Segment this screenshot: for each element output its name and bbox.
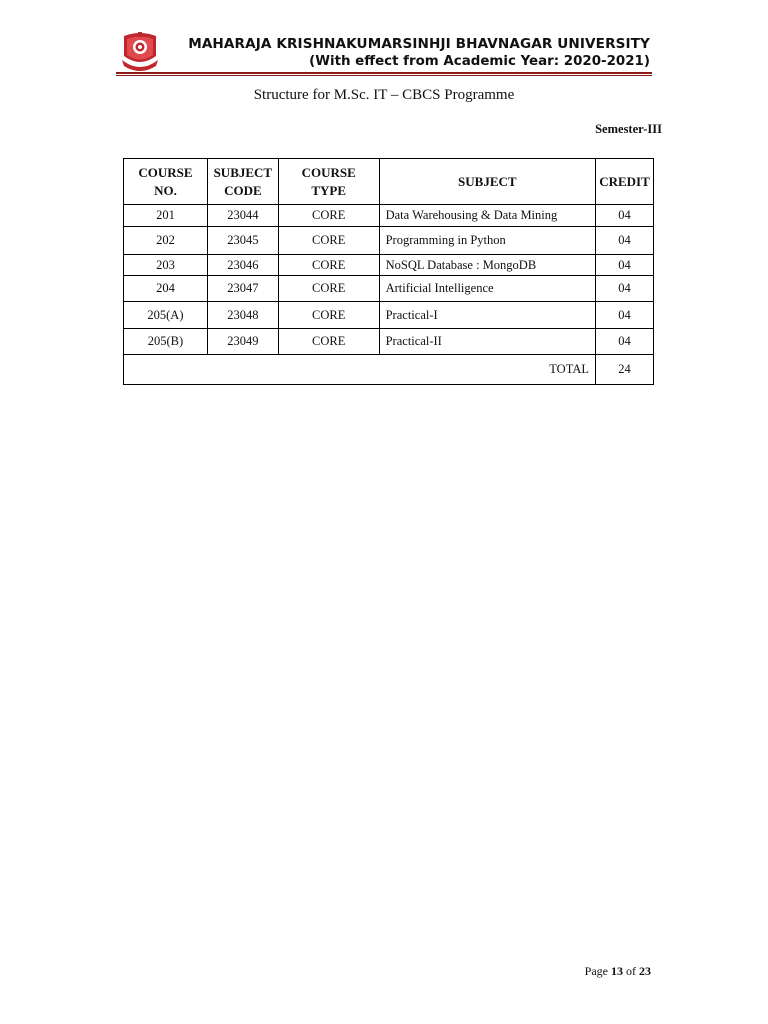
course-type-cell: CORE bbox=[278, 255, 379, 276]
credit-cell: 04 bbox=[596, 205, 654, 227]
table-row bbox=[124, 276, 654, 302]
table-header-row bbox=[124, 159, 654, 205]
page-total: 23 bbox=[639, 964, 651, 978]
page-footer bbox=[585, 964, 651, 979]
subject-code-cell: 23048 bbox=[207, 302, 278, 329]
course-no-cell: 203 bbox=[124, 255, 208, 276]
course-type-cell: CORE bbox=[278, 227, 379, 255]
effective-year: (With effect from Academic Year: 2020-2021) bbox=[309, 54, 650, 69]
header-course-type bbox=[278, 159, 379, 205]
subject-code-cell: 23045 bbox=[207, 227, 278, 255]
header-rule bbox=[116, 72, 652, 74]
course-type-cell: CORE bbox=[278, 276, 379, 302]
table-row bbox=[124, 255, 654, 276]
page-number: 13 bbox=[611, 964, 623, 978]
header-subject: SUBJECT bbox=[379, 159, 595, 205]
total-row bbox=[124, 355, 654, 385]
course-structure-table bbox=[123, 158, 654, 385]
subject-cell: NoSQL Database : MongoDB bbox=[379, 255, 595, 276]
course-no-cell: 201 bbox=[124, 205, 208, 227]
page-header bbox=[116, 30, 652, 74]
credit-cell: 04 bbox=[596, 329, 654, 355]
course-no-cell: 205(B) bbox=[124, 329, 208, 355]
subject-cell: Artificial Intelligence bbox=[379, 276, 595, 302]
header-course-no-line2: NO. bbox=[154, 182, 177, 198]
total-label: TOTAL bbox=[124, 355, 596, 385]
subject-code-cell: 23047 bbox=[207, 276, 278, 302]
subject-cell: Practical-I bbox=[379, 302, 595, 329]
university-name: MAHARAJA KRISHNAKUMARSINHJI BHAVNAGAR UNIVERSITY bbox=[188, 36, 650, 52]
header-credit: CREDIT bbox=[596, 159, 654, 205]
document-title: Structure for M.Sc. IT – CBCS Programme bbox=[253, 87, 515, 103]
credit-cell: 04 bbox=[596, 302, 654, 329]
course-type-cell: CORE bbox=[278, 205, 379, 227]
credit-cell: 04 bbox=[596, 255, 654, 276]
subject-cell: Data Warehousing & Data Mining bbox=[379, 205, 595, 227]
table-row bbox=[124, 302, 654, 329]
total-value: 24 bbox=[596, 355, 654, 385]
course-type-cell: CORE bbox=[278, 302, 379, 329]
course-type-cell: CORE bbox=[278, 329, 379, 355]
header-subject-code-line1: SUBJECT bbox=[213, 164, 273, 180]
course-no-cell: 202 bbox=[124, 227, 208, 255]
credit-cell: 04 bbox=[596, 276, 654, 302]
university-crest-icon bbox=[120, 30, 160, 72]
header-subject-code-line2: CODE bbox=[224, 182, 262, 198]
table-row bbox=[124, 205, 654, 227]
subject-cell: Programming in Python bbox=[379, 227, 595, 255]
subject-code-cell: 23046 bbox=[207, 255, 278, 276]
subject-code-cell: 23049 bbox=[207, 329, 278, 355]
page-word: Page bbox=[584, 964, 608, 978]
table-row bbox=[124, 227, 654, 255]
header-course-type-line1: COURSE bbox=[301, 164, 356, 180]
course-no-cell: 205(A) bbox=[124, 302, 208, 329]
semester-label: Semester-III bbox=[595, 122, 662, 136]
subject-cell: Practical-II bbox=[379, 329, 595, 355]
header-course-no bbox=[124, 159, 208, 205]
header-course-no-line1: COURSE bbox=[138, 164, 193, 180]
table-row bbox=[124, 329, 654, 355]
course-no-cell: 204 bbox=[124, 276, 208, 302]
header-rule-thin bbox=[116, 75, 652, 76]
header-subject-code bbox=[207, 159, 278, 205]
of-word: of bbox=[626, 964, 636, 978]
credit-cell: 04 bbox=[596, 227, 654, 255]
subject-code-cell: 23044 bbox=[207, 205, 278, 227]
header-course-type-line2: TYPE bbox=[311, 182, 347, 198]
